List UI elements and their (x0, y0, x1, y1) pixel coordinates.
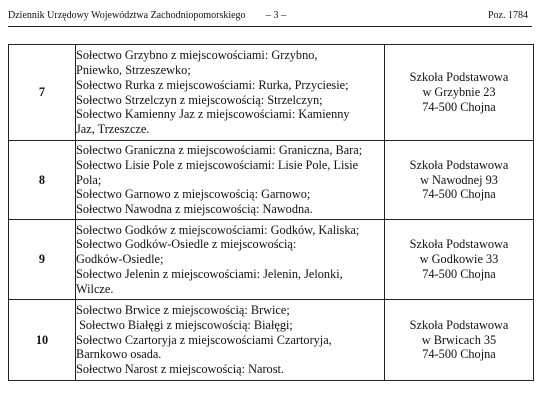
text-line: Sołectwo Jelenin z miejscowościami: Jelenin, Jelonki, (76, 266, 343, 281)
page-header (8, 9, 536, 23)
text-line: Sołectwo Białęgi z miejscowością: Białęgi; (76, 317, 293, 332)
school-street: w Grzybnie 23 (422, 85, 496, 100)
table-row (9, 220, 534, 300)
school-postal: 74-500 Chojna (422, 99, 496, 114)
list-item (76, 267, 384, 297)
row-number: 8 (9, 141, 76, 220)
school-address (385, 220, 534, 300)
solectwa-description (76, 45, 385, 141)
list-item (76, 48, 384, 78)
school-name: Szkoła Podstawowa (409, 157, 509, 172)
school-street: w Brwicach 35 (421, 332, 497, 347)
list-item (76, 223, 384, 238)
school-address (385, 300, 534, 381)
table-row (9, 45, 534, 141)
school-name: Szkoła Podstawowa (409, 237, 509, 252)
text-line: Sołectwo Nawodna z miejscowością: Nawodna. (76, 202, 313, 217)
school-district-table (8, 44, 534, 381)
list-item (76, 237, 384, 267)
list-item (76, 202, 384, 217)
row-number: 10 (9, 300, 76, 381)
text-line: Barnkowo osada. (76, 347, 162, 362)
text-line: Sołectwo Rurka z miejscowościami: Rurka, Przyciesie; (76, 77, 349, 92)
row-number: 9 (9, 220, 76, 300)
school-postal: 74-500 Chojna (422, 187, 496, 202)
solectwa-description (76, 141, 385, 220)
text-line: Wilcze. (76, 281, 114, 296)
row-number: 7 (9, 45, 76, 141)
text-line: Pola; (76, 172, 102, 187)
text-line: Pniewko, Strzeszewko; (76, 62, 191, 77)
text-line: Sołectwo Godków z miejscowościami: Godków, Kaliska; (76, 222, 360, 237)
text-line: Sołectwo Narost z miejscowością: Narost. (76, 362, 284, 377)
school-street: w Nawodnej 93 (420, 172, 498, 187)
school-postal: 74-500 Chojna (422, 266, 496, 281)
list-item (76, 303, 384, 318)
text-line: Sołectwo Lisie Pole z miejscowościami: Lisie Pole, Lisie (76, 157, 359, 172)
text-line: Sołectwo Brwice z miejscowością: Brwice; (76, 303, 290, 317)
list-item (76, 187, 384, 202)
school-address (385, 45, 534, 141)
table-row (9, 300, 534, 381)
list-item (76, 158, 384, 188)
text-line: Jaz, Trzeszcze. (76, 122, 150, 137)
text-line: Sołectwo Godków-Osiedle z miejscowością: (76, 237, 297, 252)
list-item (76, 143, 384, 158)
table-row (9, 141, 534, 220)
text-line: Sołectwo Graniczna z miejscowościami: Graniczna, Bara; (76, 143, 363, 157)
school-name: Szkoła Podstawowa (409, 317, 509, 332)
list-item (76, 318, 384, 333)
text-line: Sołectwo Kamienny Jaz z miejscowościami: Kamienny (76, 107, 350, 122)
text-line: Sołectwo Grzybno z miejscowościami: Grzybno, (76, 48, 318, 63)
school-postal: 74-500 Chojna (422, 347, 496, 362)
text-line: Sołectwo Strzelczyn z miejscowością: Strzelczyn; (76, 92, 323, 107)
solectwa-description (76, 300, 385, 381)
school-street: w Godkowie 33 (419, 252, 499, 267)
solectwa-description (76, 220, 385, 300)
header-rule (8, 26, 532, 27)
position-number: Poz. 1784 (488, 10, 528, 21)
journal-title: Dziennik Urzędowy Województwa Zachodniopomorskiego (8, 10, 246, 21)
text-line: Sołectwo Garnowo z miejscowością: Garnowo; (76, 187, 311, 202)
list-item (76, 333, 384, 363)
school-address (385, 141, 534, 220)
list-item (76, 93, 384, 108)
list-item (76, 107, 384, 137)
list-item (76, 362, 384, 377)
page-number: – 3 – (266, 10, 286, 21)
list-item (76, 78, 384, 93)
text-line: Godków-Osiedle; (76, 252, 164, 267)
school-name: Szkoła Podstawowa (409, 70, 509, 85)
text-line: Sołectwo Czartoryja z miejscowościami Czartoryja, (76, 332, 332, 347)
